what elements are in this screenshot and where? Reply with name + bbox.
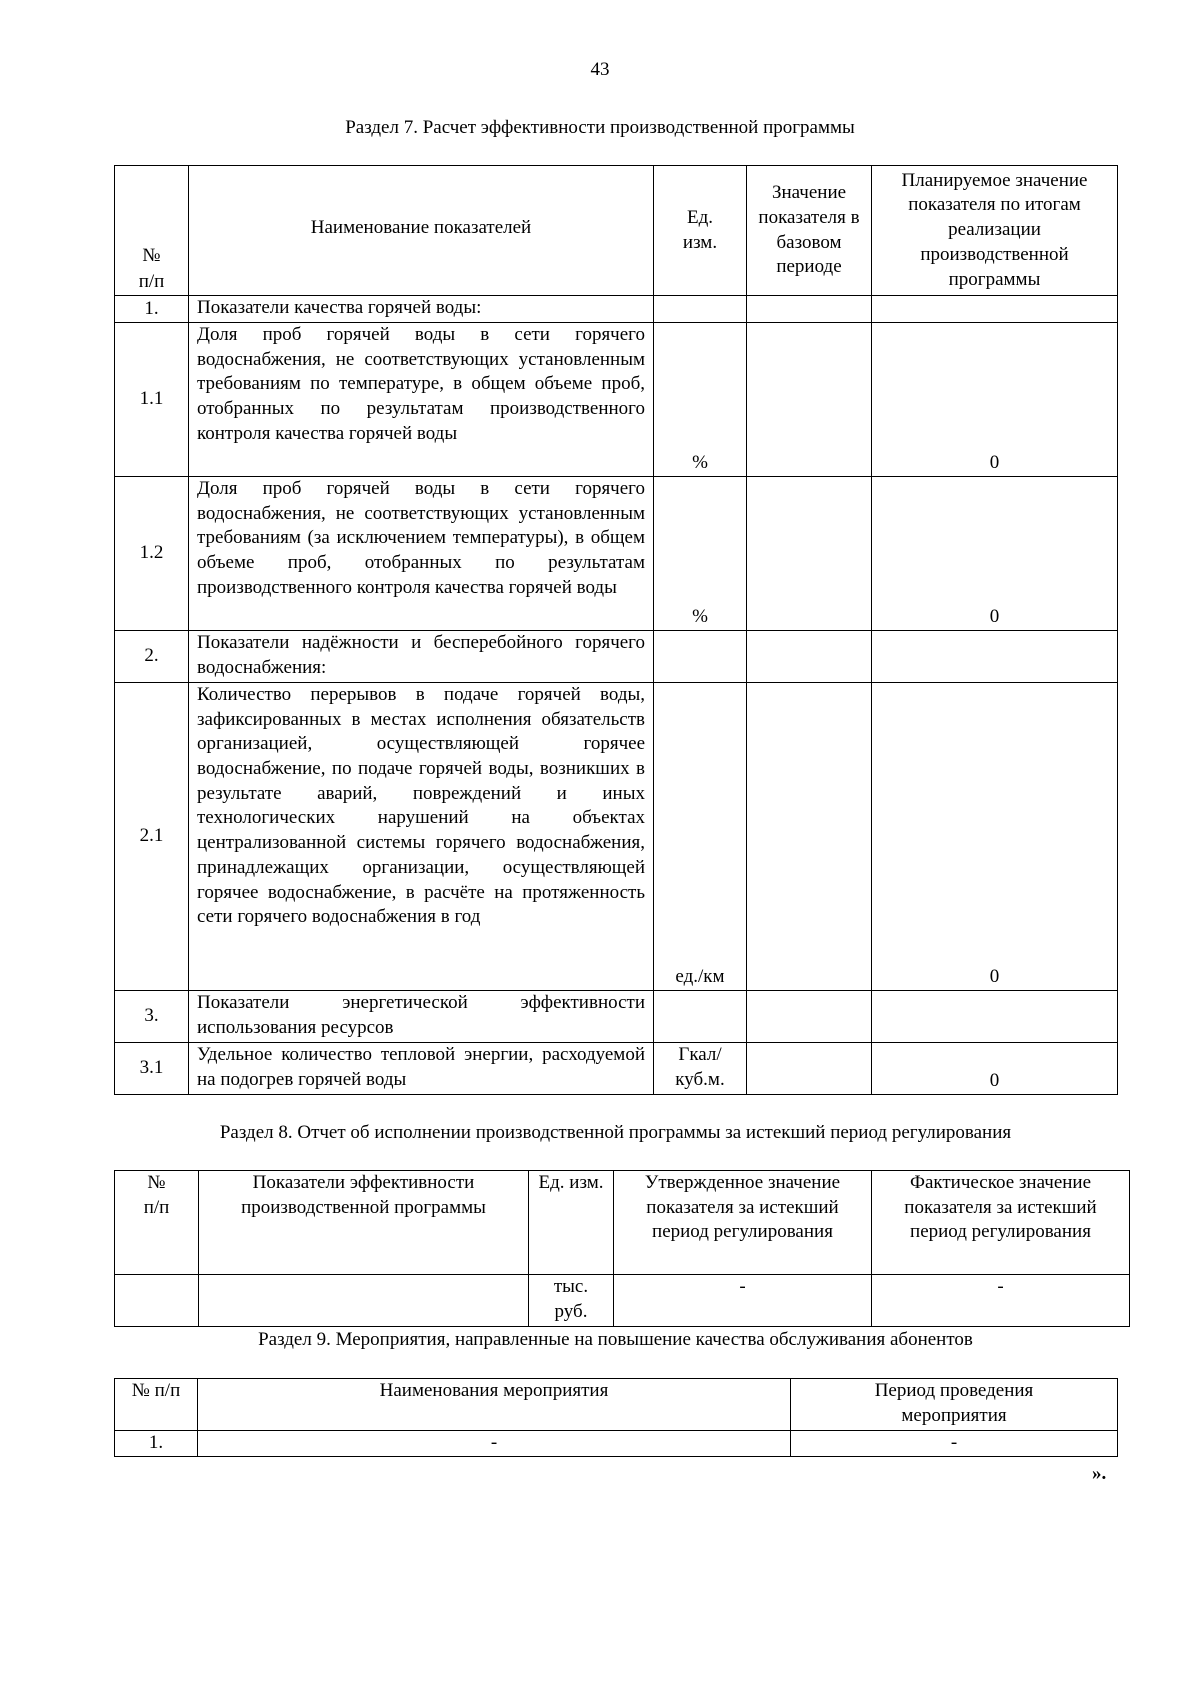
section-8-header-row — [115, 1171, 1130, 1275]
header-name: Наименование показателей — [189, 166, 654, 296]
row-num: 3.1 — [115, 1043, 189, 1095]
section-7-title: Раздел 7. Расчет эффективности производственной программы — [345, 117, 855, 138]
table-row — [115, 991, 1118, 1043]
header-num: № п/п — [115, 1379, 198, 1431]
header-name: Показатели эффективности производственной программы — [199, 1171, 529, 1275]
row-period: - — [791, 1431, 1118, 1457]
row-unit: % — [654, 323, 747, 477]
row-approved: - — [614, 1275, 872, 1327]
row-unit — [654, 991, 747, 1043]
header-base: Значение показателя в базовом периоде — [747, 166, 872, 296]
row-name: Доля проб горячей воды в сети горячего водоснабжения, не соответствующих установленным требованиям по температуре, в общем объеме проб, отобранных по результатам производственного контроля качества горячей воды — [189, 323, 654, 477]
row-base — [747, 477, 872, 631]
row-num: 2.1 — [115, 683, 189, 991]
row-base — [747, 323, 872, 477]
row-name: Показатели надёжности и бесперебойного горячего водоснабжения: — [189, 631, 654, 683]
row-base — [747, 296, 872, 323]
header-num: № п/п — [115, 166, 189, 296]
row-num: 1.1 — [115, 323, 189, 477]
header-unit: Ед. изм. — [654, 166, 747, 296]
table-row — [115, 1043, 1118, 1095]
row-num: 1. — [115, 1431, 198, 1457]
row-name: - — [198, 1431, 791, 1457]
row-unit: тыс. руб. — [529, 1275, 614, 1327]
table-row — [115, 1275, 1130, 1327]
table-row — [115, 631, 1118, 683]
row-name: Показатели качества горячей воды: — [189, 296, 654, 323]
row-num — [115, 1275, 199, 1327]
row-name: Показатели энергетической эффективности использования ресурсов — [189, 991, 654, 1043]
row-planned: 0 — [872, 477, 1118, 631]
closing-quote-mark: ». — [1092, 1463, 1107, 1484]
row-unit: Гкал/ куб.м. — [654, 1043, 747, 1095]
section-7-header-row — [115, 166, 1118, 296]
row-planned — [872, 296, 1118, 323]
header-actual: Фактическое значение показателя за истекший период регулирования — [872, 1171, 1130, 1275]
row-unit: % — [654, 477, 747, 631]
row-name: Удельное количество тепловой энергии, расходуемой на подогрев горячей воды — [189, 1043, 654, 1095]
section-9-table — [114, 1378, 1118, 1457]
header-planned: Планируемое значение показателя по итогам реализации производственной программы — [872, 166, 1118, 296]
row-planned — [872, 991, 1118, 1043]
row-actual: - — [872, 1275, 1130, 1327]
row-num: 1. — [115, 296, 189, 323]
row-planned: 0 — [872, 1043, 1118, 1095]
table-row — [115, 1431, 1118, 1457]
row-planned: 0 — [872, 683, 1118, 991]
row-base — [747, 991, 872, 1043]
row-base — [747, 683, 872, 991]
table-row — [115, 323, 1118, 477]
row-planned: 0 — [872, 323, 1118, 477]
table-row — [115, 683, 1118, 991]
row-name: Количество перерывов в подаче горячей воды, зафиксированных в местах исполнения обязательств организацией, осуществляющей горячее водоснабжение, по подаче горячей воды, возникших в результате аварий, повреждений и иных технологических нарушений на объектах централизованной системы горячего водоснабжения, принадлежащих организации, осуществляющей горячее водоснабжение, в расчёте на протяженность сети горячего водоснабжения в год — [189, 683, 654, 991]
row-num: 3. — [115, 991, 189, 1043]
header-period: Период проведения мероприятия — [791, 1379, 1118, 1431]
header-name: Наименования мероприятия — [198, 1379, 791, 1431]
table-row — [115, 296, 1118, 323]
section-7-table — [114, 165, 1118, 1095]
row-num: 1.2 — [115, 477, 189, 631]
row-planned — [872, 631, 1118, 683]
header-unit: Ед. изм. — [529, 1171, 614, 1275]
header-num: № п/п — [115, 1171, 199, 1275]
row-base — [747, 631, 872, 683]
row-unit: ед./км — [654, 683, 747, 991]
page-number: 43 — [590, 59, 610, 80]
row-name — [199, 1275, 529, 1327]
row-name: Доля проб горячей воды в сети горячего водоснабжения, не соответствующих установленным требованиям (за исключением температуры), в общем объеме проб, отобранных по результатам производственного контроля качества горячей воды — [189, 477, 654, 631]
row-base — [747, 1043, 872, 1095]
header-approved: Утвержденное значение показателя за истекший период регулирования — [614, 1171, 872, 1275]
table-row — [115, 477, 1118, 631]
section-8-table — [114, 1170, 1130, 1327]
section-8-title: Раздел 8. Отчет об исполнении производственной программы за истекший период регулирования — [219, 1122, 1012, 1143]
row-num: 2. — [115, 631, 189, 683]
row-unit — [654, 296, 747, 323]
section-9-header-row — [115, 1379, 1118, 1431]
section-9-title: Раздел 9. Мероприятия, направленные на повышение качества обслуживания абонентов — [258, 1329, 973, 1350]
row-unit — [654, 631, 747, 683]
